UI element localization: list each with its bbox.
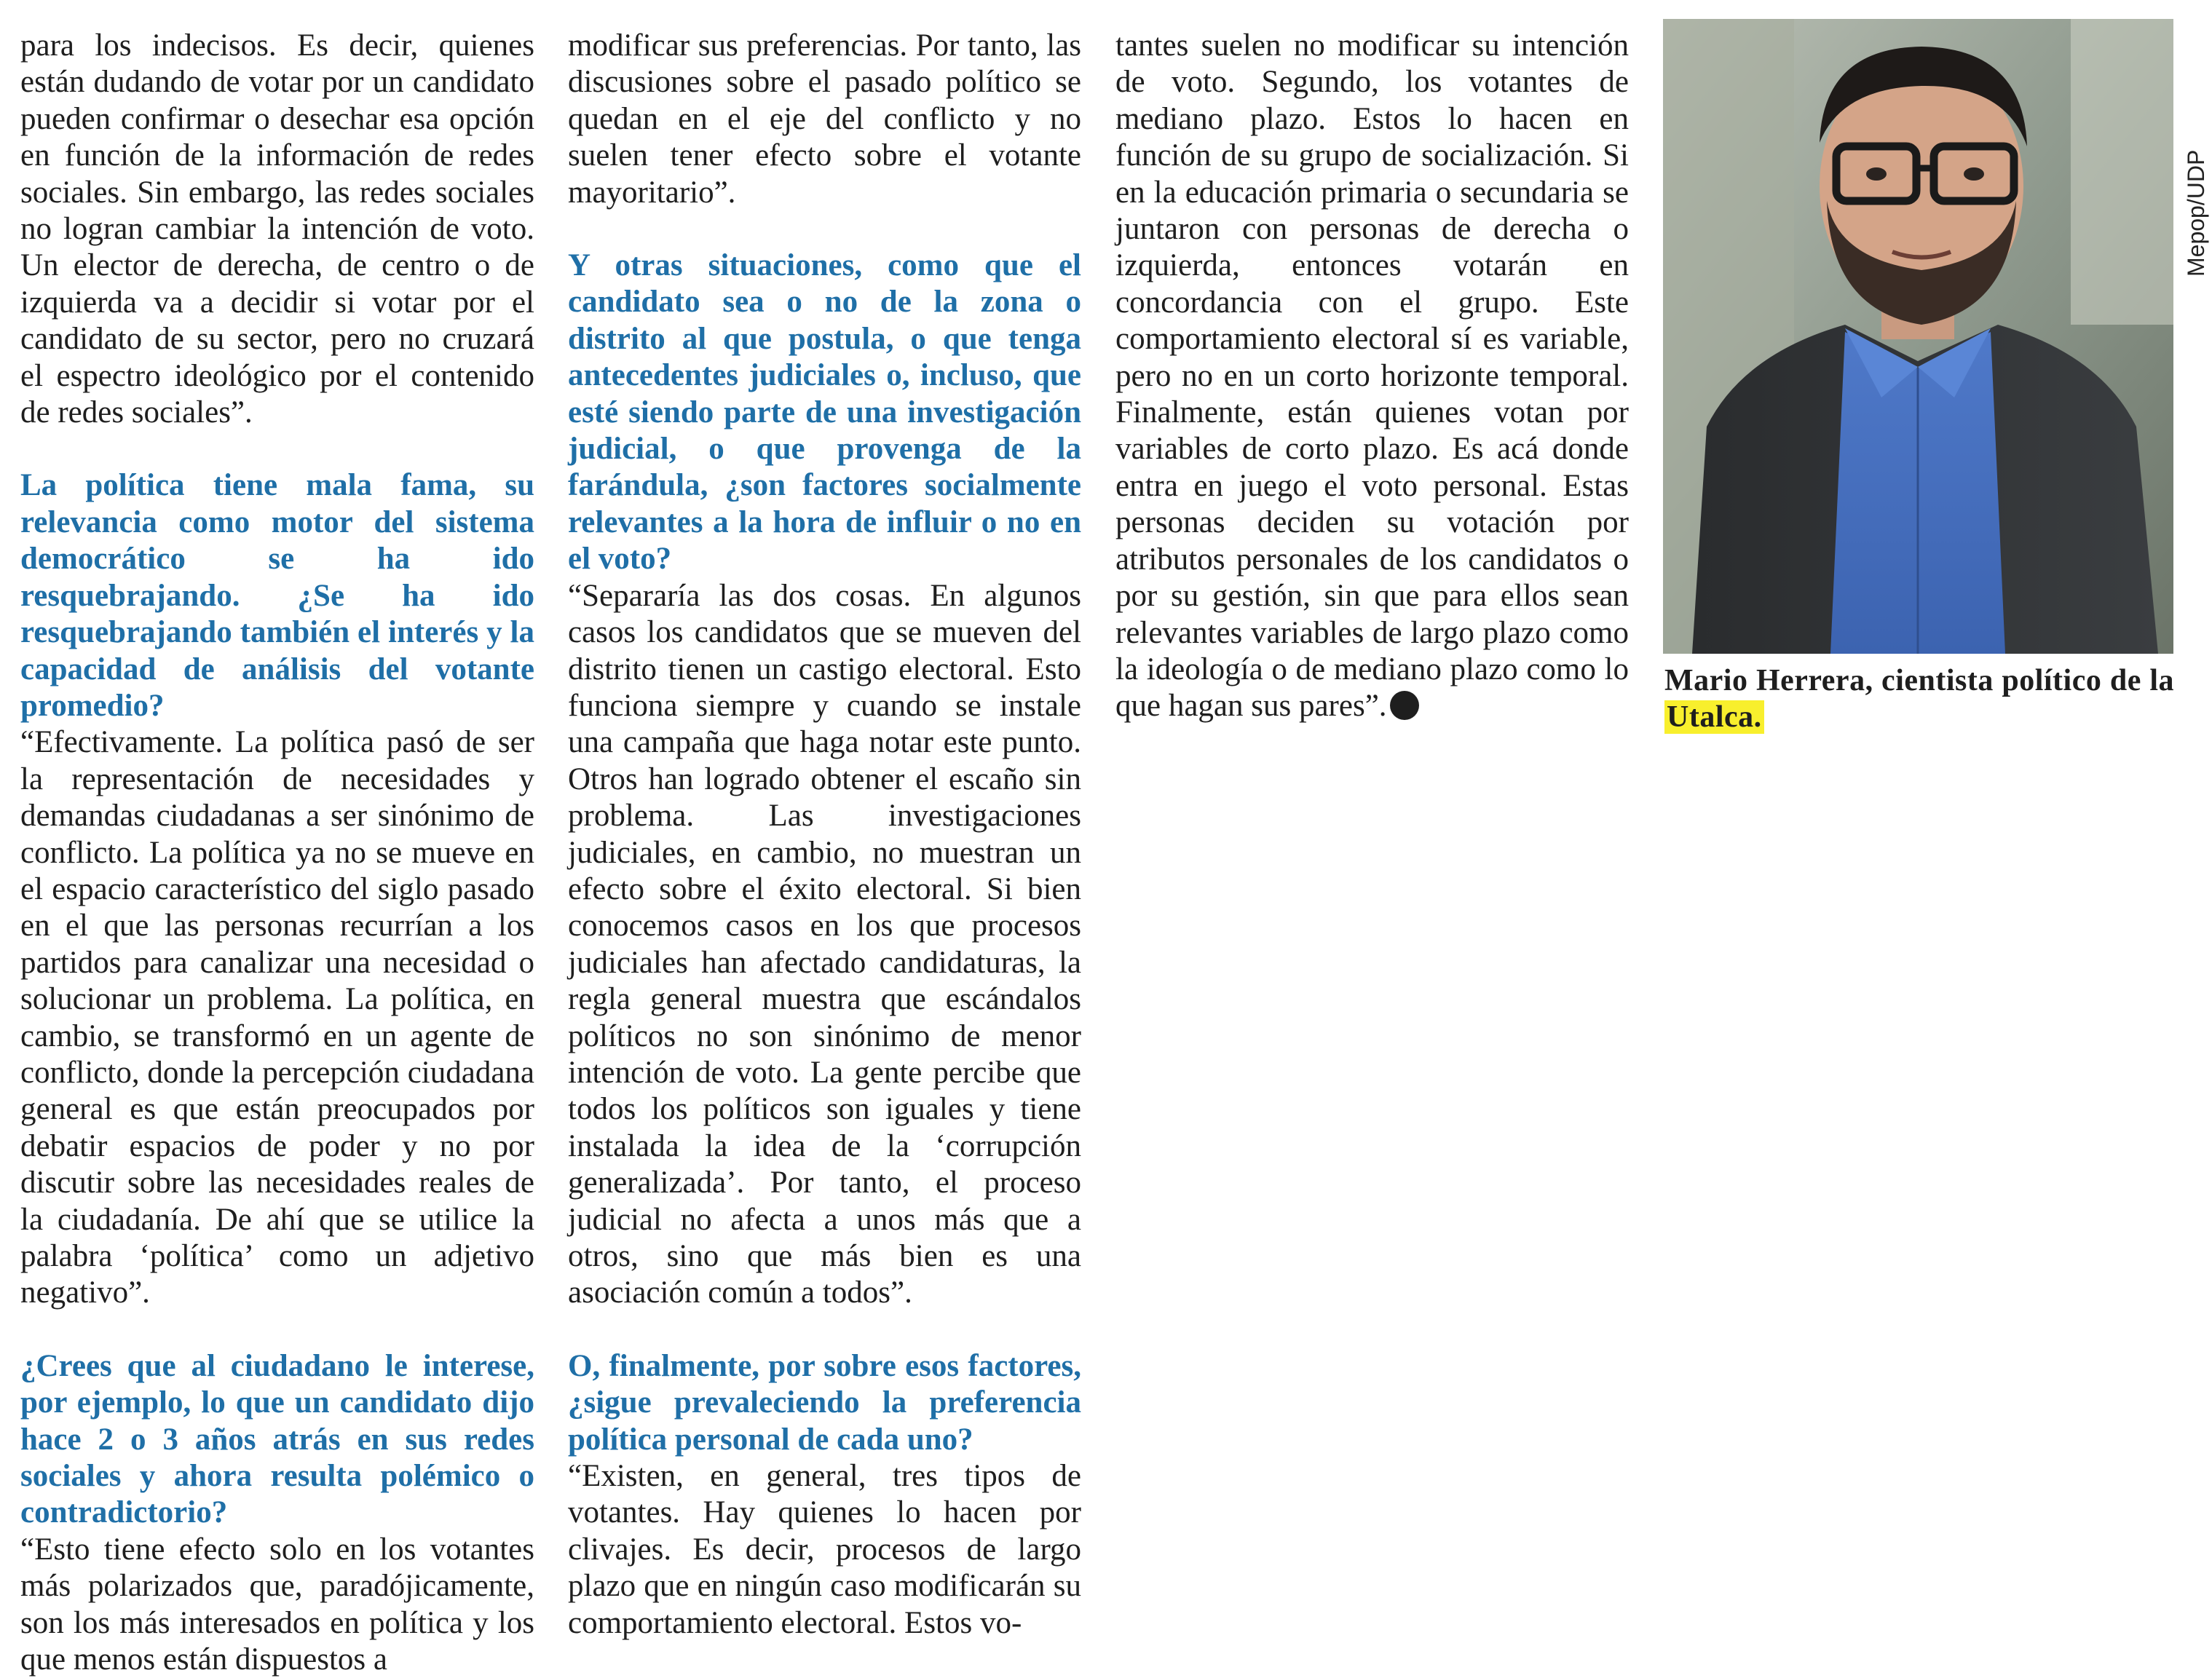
paragraph: para los indecisos. Es decir, quienes están dudando de votar por un candidato pueden confirmar o desechar esa opción en función de la información de redes sociales. Sin embargo, las redes sociales no logran cambiar la intención de voto. Un elector de derecha, de centro o de izquierda va a decidir si votar por el candidato de su sector, pero no cruzará el espectro ideológico por el contenido de redes sociales”. (20, 28, 534, 430)
photo-caption (1664, 662, 2174, 735)
interview-question: La política tiene mala fama, su relevancia como motor del sistema democrático se ha ido resquebrajando. ¿Se ha ido resquebrajando también el interés y la capacidad de análisis del votante promedio? (20, 468, 534, 723)
photo-credit: Mepop/UDP (2183, 149, 2209, 277)
interview-question: ¿Crees que al ciudadano le interese, por ejemplo, lo que un candidato dijo hace 2 o 3 años atrás en sus redes sociales y ahora resulta polémico o contradictorio? (20, 1348, 534, 1530)
caption-highlight: Utalca. (1664, 700, 1764, 734)
portrait-photo (1663, 19, 2173, 654)
end-of-article-dot-icon (1390, 691, 1419, 720)
paragraph: “Existen, en general, tres tipos de votantes. Hay quienes lo hacen por clivajes. Es decir, procesos de largo plazo que en ningún caso modificarán su comportamiento electoral. Estos vo- (568, 1459, 1081, 1640)
paragraph: “Efectivamente. La política pasó de ser la representación de necesidades y demandas ciudadanas a ser sinónimo de conflicto. La política ya no se mueve en el espacio característico del siglo pasado en el que las personas recurrían a los partidos para canalizar una necesidad o solucionar un problema. La política, en cambio, se transformó en un agente de conflicto, donde la percepción ciudadana general es que están preocupados por debatir espacios de poder y no por discutir sobre las necesidades reales de la ciudadanía. De ahí que se utilice la palabra ‘política’ como un adjetivo negativo”. (20, 725, 534, 1310)
article-column-2 (568, 28, 1081, 1642)
interview-question: O, finalmente, por sobre esos factores, ¿sigue prevaleciendo la preferencia política personal de cada uno? (568, 1348, 1081, 1457)
article-column-1 (20, 28, 534, 1678)
paragraph: modificar sus preferencias. Por tanto, las discusiones sobre el pasado político se quedan en el eje del conflicto y no suelen tener efecto sobre el votante mayoritario”. (568, 28, 1081, 210)
paragraph: “Esto tiene efecto solo en los votantes más polarizados que, paradójicamente, son los más interesados en política y los que menos están dispuestos a (20, 1532, 534, 1677)
caption-text: Mario Herrera, cientista político de la (1664, 664, 2174, 697)
paragraph (1115, 28, 1629, 725)
interview-question: Y otras situaciones, como que el candidato sea o no de la zona o distrito al que postula, o que tenga antecedentes judiciales o, incluso, que esté siendo parte de una investigación judicial, o que provenga de la farándula, ¿son factores socialmente relevantes a la hora de influir o no en el voto? (568, 248, 1081, 577)
paragraph-text: tantes suelen no modificar su intención de voto. Segundo, los votantes de mediano plazo. Estos lo hacen en función de su grupo de socialización. Si en la educación primaria o secundaria se juntaron con personas de derecha o izquierda, entonces votarán en concordancia con el grupo. Este comportamiento electoral sí es variable, pero no en un corto horizonte temporal. Finalmente, están quienes votan por variables de corto plazo. Es acá donde entra en juego el voto personal. Estas personas deciden su votación por atributos personales de los candidatos o por su gestión, sin que para ellos sean relevantes variables de largo plazo como la ideología o de mediano plazo como lo que hagan sus pares”. (1115, 28, 1629, 724)
article-column-3 (1115, 28, 1629, 725)
paragraph: “Separaría las dos cosas. En algunos casos los candidatos que se mueven del distrito tienen un castigo electoral. Esto funciona siempre y cuando se instale una campaña que haga notar este punto. Otros han logrado obtener el escaño sin problema. Las investigaciones judiciales, en cambio, no muestran un efecto sobre el éxito electoral. Si bien conocemos casos en los que procesos judiciales han afectado candidaturas, la regla general muestra que escándalos políticos no son sinónimo de menor intención de voto. La gente percibe que todos los políticos son iguales y tiene instalada la idea de la ‘corrupción generalizada’. Por tanto, el proceso judicial no afecta a unos más que a otros, sino que más bien es una asociación común a todos”. (568, 578, 1081, 1310)
portrait-illustration (1663, 19, 2173, 654)
